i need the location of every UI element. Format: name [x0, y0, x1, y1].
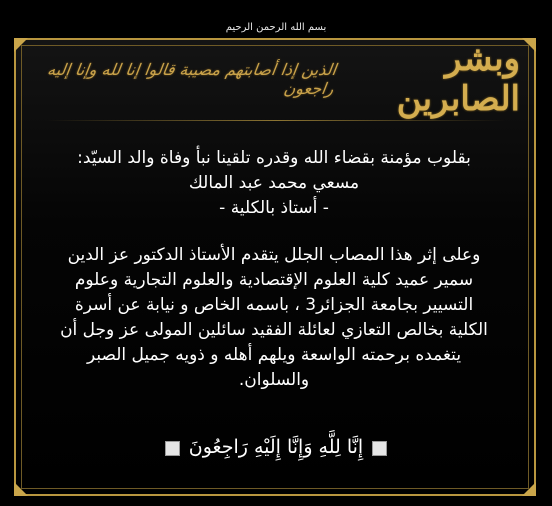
quran-verse: إِنَّا لِلَّهِ وَإِنَّا إِلَيْهِ رَاجِعُونَ	[188, 436, 364, 458]
basmala-text: بسم الله الرحمن الرحيم	[225, 22, 327, 33]
paragraph-line: الكلية بخالص التعازي لعائلة الفقيد سائلين المولى عز وجل أن	[60, 320, 488, 340]
paragraph-line: والسلوان.	[238, 370, 310, 390]
intro-line: بقلوب مؤمنة بقضاء الله وقدره تلقينا نبأ وفاة والد السيّد:	[77, 148, 471, 168]
calligraphy-verse: الذين إذا أصابتهم مصيبة قالوا إنا لله وإنا إليه راجعون	[46, 60, 338, 98]
paragraph-line: يتغمده برحمته الواسعة ويلهم أهله و ذويه جميل الصبر	[86, 345, 462, 365]
calligraphy-main: وبشر الصابرين	[396, 39, 520, 119]
paragraph-line: سمير عميد كلية العلوم الإقتصادية والعلوم التجارية وعلوم	[74, 270, 474, 290]
deceased-relative-name: مسعي محمد عبد المالك	[188, 173, 360, 193]
square-icon	[372, 441, 387, 456]
condolence-message	[34, 146, 514, 393]
corner-ornament-icon	[522, 482, 536, 496]
paragraph-line: التسيير بجامعة الجزائر3 ، باسمه الخاص و نيابة عن أسرة	[74, 295, 474, 315]
paragraph-line: وعلى إثر هذا المصاب الجلل يتقدم الأستاذ الدكتور عز الدين	[67, 245, 481, 265]
position-line: - أستاذ بالكلية -	[219, 198, 329, 218]
corner-ornament-icon	[14, 482, 28, 496]
quran-verse-line	[0, 436, 552, 458]
calligraphy-banner	[32, 39, 520, 119]
divider	[46, 120, 506, 121]
corner-ornament-icon	[522, 38, 536, 52]
corner-ornament-icon	[14, 38, 28, 52]
square-icon	[165, 441, 180, 456]
